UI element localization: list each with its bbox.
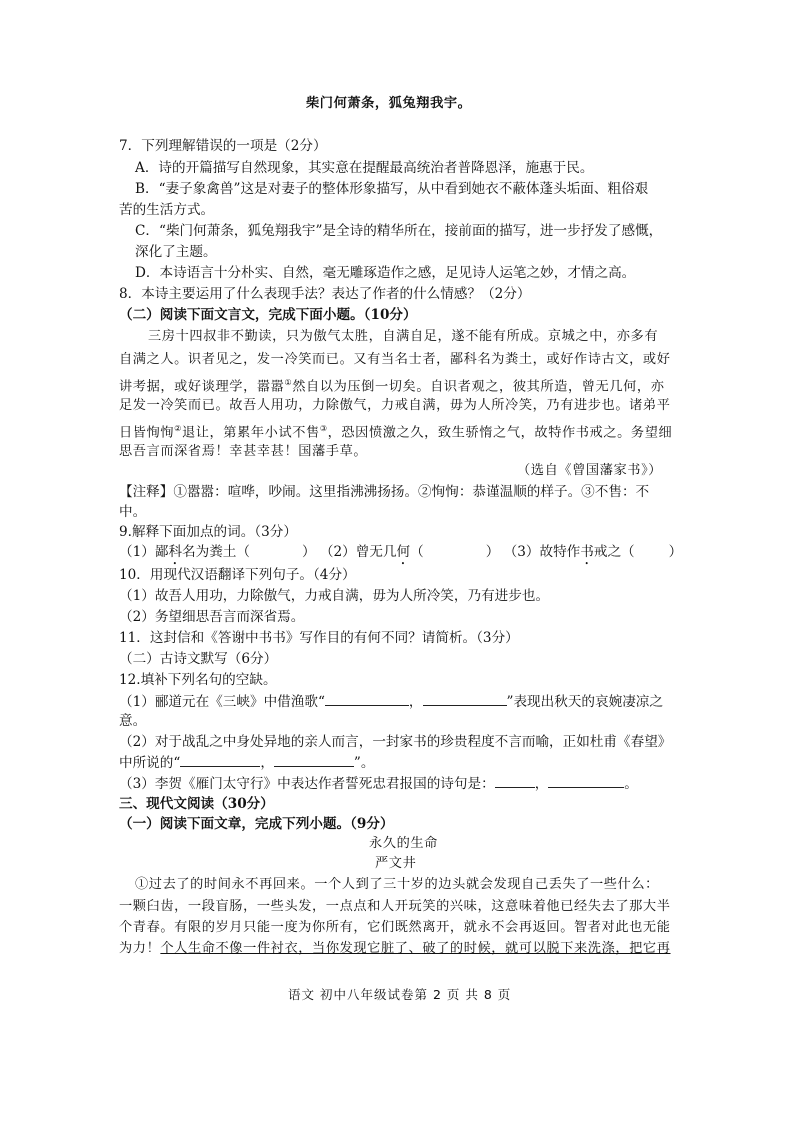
question-11: 11．这封信和《答谢中书书》写作目的有何不同？请简析。（3分） (119, 630, 519, 646)
classical-text-line-6: 思吾言而深省焉！幸甚幸甚！国藩手草。 (119, 444, 368, 459)
q9-item-3 (504, 544, 683, 560)
q12-item-1-comma: ， (408, 694, 423, 710)
q9-item-1-close: ） (302, 544, 316, 560)
question-12-stem: 12.填补下列名句的空缺。 (119, 672, 277, 688)
q12-item-1-blank-2[interactable] (423, 692, 507, 706)
part-3-heading: 三、现代文阅读（30分） (119, 796, 274, 812)
question-8: 8．本诗主要运用了什么表现手法？表达了作者的什么情感？（2分） (119, 286, 531, 302)
question-10-stem: 10．用现代汉语翻译下列句子。（4分） (119, 567, 356, 583)
q9-item-1-post: 名为粪土（ (182, 544, 250, 560)
question-7-stem: 7．下列理解错误的一项是（2分） (119, 138, 327, 154)
q9-item-3-dotted-char: 书 (580, 544, 594, 560)
question-12-item-3 (119, 774, 638, 793)
essay-line-1: ①过去了的时间永不再回来。一个人到了三十岁的边头就会发现自己丢失了一些什么： (135, 877, 659, 892)
annotation-line-2: 中。 (119, 504, 147, 520)
question-7-option-d: D．本诗语言十分朴实、自然，毫无雕琢造作之感，足见诗人运笔之妙，才情之高。 (135, 265, 636, 281)
question-12-item-2-line2 (119, 753, 374, 772)
q12-item-2-blank-1[interactable] (180, 753, 260, 767)
poem-last-line: 柴门何萧条，狐兔翔我宇。 (306, 96, 472, 111)
annotation-line-1: 【注释】①嚣嚣：喧哗，吵闹。这里指沸沸扬扬。②恂恂：恭谨温顺的样子。③不售：不 (119, 484, 650, 500)
question-7-option-c-line1: C．“柴门何萧条，狐兔翔我宇”是全诗的精华所在，接前面的描写，进一步抒发了感慨， (135, 223, 663, 239)
essay-line-4 (119, 940, 671, 958)
footnote-marker-1: ① (284, 378, 293, 387)
question-10-sentence-2: （2）务望细思吾言而深省焉。 (119, 609, 305, 625)
classical-line-3-part-a: 讲考据，或好谈理学，嚣嚣 (119, 379, 285, 395)
classical-source: （选自《曾国藩家书》） (517, 463, 663, 478)
classical-text-line-4: 足发一冷笑而已。故吾人用功，力除傲气，力戒自满，毋为人所冷笑，乃有进步也。诸弟平 (119, 398, 671, 413)
section-2-heading: （二）阅读下面文言文，完成下面小题。（10分） (119, 307, 417, 323)
question-12-item-2-line1: （2）对于战乱之中身处异地的亲人而言，一封家书的珍贵程度不言而喻，正如杜甫《春望》 (119, 734, 672, 750)
q12-item-3-end: 。 (624, 776, 638, 792)
footnote-marker-2: ② (174, 424, 182, 433)
question-7-option-c-line2: 深化了主题。 (135, 244, 217, 260)
classical-line-5-part-a: 日皆恂恂 (119, 425, 175, 441)
essay-author: 严文井 (375, 856, 417, 871)
q9-item-1-pre: （1）鄙 (119, 544, 169, 560)
essay-line-2: 一颗臼齿，一段盲肠，一些头发，一点点和人开玩笑的兴味，这意味着他已经失去了那大半 (119, 899, 671, 914)
classical-text-line-5 (119, 420, 672, 442)
q9-item-2-close: ） (485, 544, 500, 560)
question-7-option-b-line2: 苦的生活方式。 (119, 202, 215, 218)
question-7-option-a: A．诗的开篇描写自然现象，其实意在提醒最高统治者普降恩泽，施惠于民。 (135, 160, 594, 176)
q12-item-1-text-b: ”表现出秋天的哀婉凄凉之 (506, 694, 663, 710)
q9-item-2-dotted-char: 何 (396, 544, 411, 560)
q12-item-1-text-a: （1）郦道元在《三峡》中借渔歌“ (119, 694, 325, 710)
essay-line-4-underlined: 个人生命不像一件衬衣，当你发现它脏了、破了的时候，就可以脱下来洗涤，把它再 (160, 941, 671, 956)
question-9-items (119, 543, 682, 568)
q9-item-2-pre: （2）曾无几 (319, 544, 397, 560)
footnote-marker-3: ③ (319, 424, 328, 433)
question-12-item-1-cont: 意。 (119, 713, 147, 729)
question-12-item-1 (119, 692, 663, 711)
essay-title: 永久的生命 (369, 836, 438, 851)
q12-item-2-comma: ， (260, 755, 274, 771)
q12-item-3-blank-2[interactable] (548, 774, 624, 788)
q9-item-2 (320, 544, 504, 560)
classical-line-3-part-b: 然自以为压倒一切矣。自识者观之，彼其所造，曾无几何，亦 (292, 379, 665, 395)
essay-line-4-part-a: 为力！ (119, 941, 161, 956)
subsection-poetry-recitation: （二）古诗文默写（6分） (119, 651, 278, 667)
essay-line-3: 个青春。有限的岁月只能一度为你所有，它们既然离开，就永不会再返回。智者对此也无能 (119, 920, 671, 935)
question-10-sentence-1: （1）故吾人用功，力除傲气，力戒自满，毋为人所冷笑，乃有进步也。 (119, 588, 550, 604)
classical-line-5-part-b: 退让，第累年小试不售 (181, 425, 320, 441)
q9-item-3-close: ） (668, 544, 683, 560)
q12-item-2-blank-2[interactable] (274, 753, 354, 767)
question-9-stem: 9.解释下面加点的词。（3分） (119, 524, 297, 540)
q12-item-2-text-b: 中所说的“ (119, 755, 181, 771)
q12-item-3-comma: ， (534, 776, 549, 792)
q12-item-2-text-c: ”。 (353, 755, 375, 771)
q9-item-3-post: 戒之（ (593, 544, 635, 560)
classical-text-line-1: 三房十四叔非不勤读，只为傲气太胜，自满自足，遂不能有所成。京城之中，亦多有 (148, 329, 659, 344)
q9-item-1 (119, 544, 320, 560)
page-footer: 语文 初中八年级试卷第 2 页 共 8 页 (288, 987, 512, 1002)
q12-item-1-blank-1[interactable] (325, 692, 409, 706)
q9-item-2-post: （ (410, 544, 424, 560)
classical-text-line-3 (119, 374, 665, 396)
q9-item-3-pre: （3）故特作 (503, 544, 581, 560)
q9-item-1-dotted-char: 科 (168, 544, 183, 560)
classical-line-5-part-c: ，恐因愤激之久，致生骄惰之气，故特作书戒之。务望细 (327, 425, 673, 441)
question-7-option-b-line1: B．“妻子象禽兽”这是对妻子的整体形象描写，从中看到她衣不蔽体蓬头垢面、粗俗艰 (135, 181, 649, 197)
q12-item-3-text: （3）李贺《雁门太守行》中表达作者誓死忠君报国的诗句是： (119, 776, 495, 792)
q12-item-3-blank-1[interactable] (495, 774, 535, 788)
part-3-subheading: （一）阅读下面文章，完成下列小题。（9分） (119, 816, 394, 832)
classical-text-line-2: 自满之人。识者见之，发一冷笑而已。又有当名士者，鄙科名为粪土，或好作诗古文，或好 (119, 352, 671, 367)
